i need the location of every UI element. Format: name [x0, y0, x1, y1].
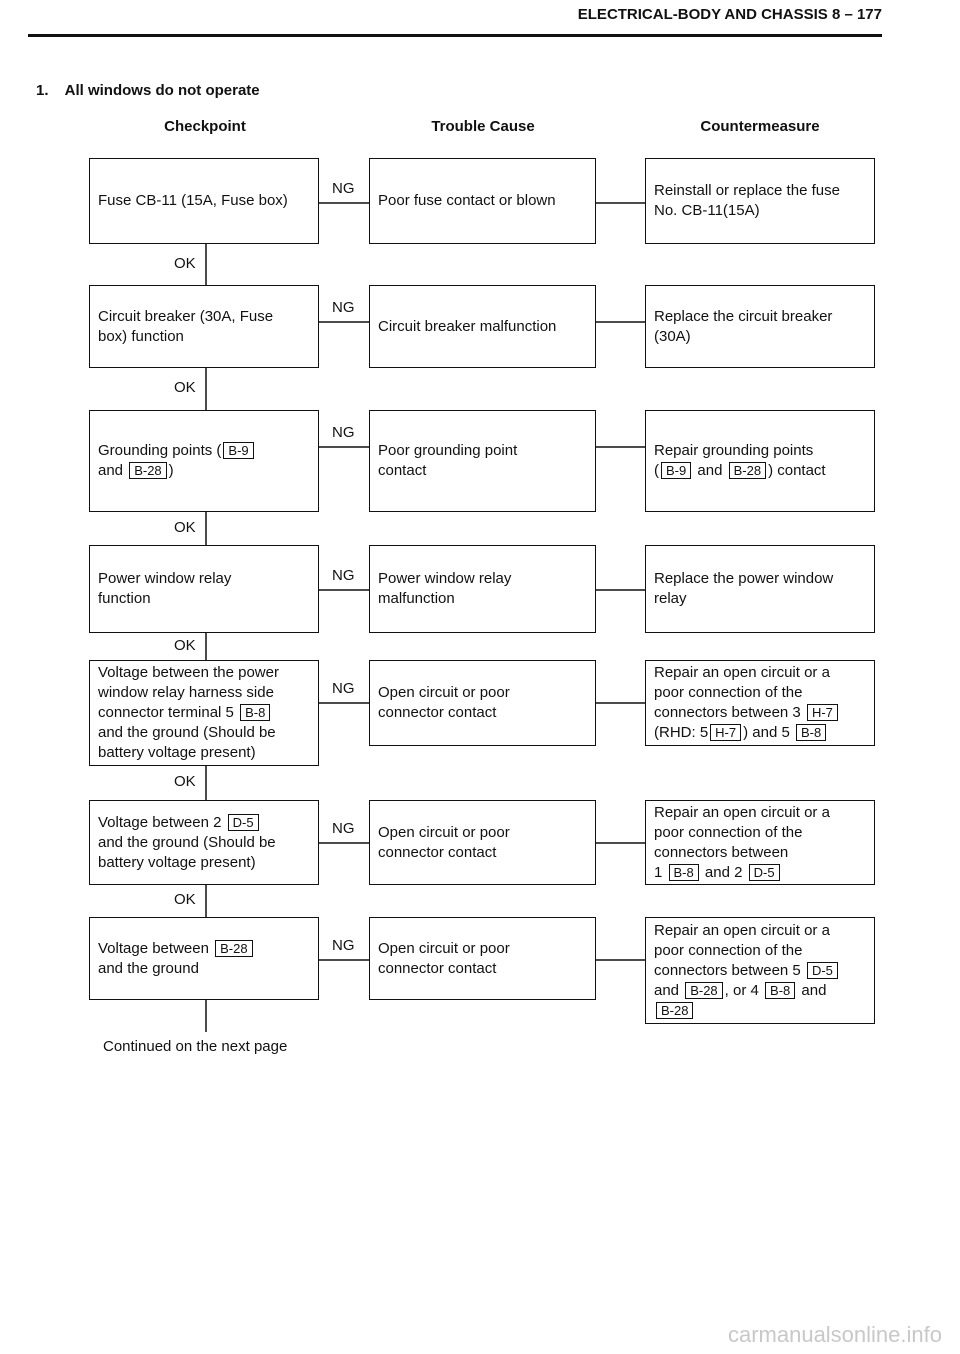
ng-label: NG	[332, 820, 355, 837]
box-text-line	[98, 959, 255, 979]
text-segment: poor connection of the	[654, 941, 803, 959]
ng-label: NG	[332, 680, 355, 697]
text-segment: battery voltage present)	[98, 853, 256, 871]
connector-ref-badge: B-8	[669, 864, 699, 881]
box-text-line	[98, 683, 279, 703]
box-text-line	[98, 723, 279, 743]
connector-ref-badge: H-7	[710, 724, 741, 741]
text-segment: connectors between 3	[654, 704, 805, 721]
box-text-line	[654, 843, 830, 863]
box-text-line	[98, 441, 256, 461]
text-segment: battery voltage present)	[98, 744, 256, 761]
box-text	[378, 569, 511, 609]
box-text-line: Circuit breaker (30A, Fuse	[98, 307, 274, 325]
text-segment: and 2	[700, 863, 747, 881]
text-segment: Voltage between	[98, 939, 214, 957]
box-text-line: (30A)	[654, 327, 691, 345]
box-text	[98, 307, 273, 347]
box-text-line: Power window relay	[378, 570, 512, 587]
box-text-line	[654, 461, 826, 481]
box-text	[654, 663, 840, 743]
box-text-line: function	[98, 590, 151, 607]
box-text	[98, 939, 255, 979]
box-text-line: Open circuit or poor	[378, 823, 510, 841]
checkpoint-box	[89, 410, 319, 512]
connector-ref-badge: B-8	[796, 724, 826, 741]
box-text-line	[98, 853, 276, 873]
text-segment: connectors between 5	[654, 961, 805, 979]
box-text-line	[98, 833, 276, 853]
box-text-line	[98, 743, 279, 763]
text-segment: and	[654, 981, 684, 999]
text-segment: ) and 5	[743, 724, 794, 741]
connector-ref-badge: B-28	[129, 462, 166, 479]
box-text	[378, 317, 556, 337]
ng-label: NG	[332, 937, 355, 954]
text-segment: Voltage between 2	[98, 813, 226, 831]
continued-note: Continued on the next page	[103, 1038, 288, 1055]
text-segment: poor connection of the	[654, 823, 803, 841]
text-segment: (	[654, 462, 659, 479]
box-text-line: No. CB-11(15A)	[654, 202, 760, 219]
box-text	[654, 181, 840, 221]
connector-ref-badge: B-28	[215, 940, 252, 957]
box-text-line	[654, 921, 840, 941]
text-segment: connectors between	[654, 843, 789, 861]
box-text-line	[654, 803, 830, 823]
text-segment: and the ground (Should be	[98, 833, 276, 851]
ok-label: OK	[174, 379, 196, 396]
box-text-line	[654, 663, 840, 683]
ng-label: NG	[332, 424, 355, 441]
box-text	[378, 191, 556, 211]
trouble-cause-box	[369, 410, 596, 512]
connector-ref-badge: B-9	[223, 442, 253, 459]
box-text-line	[654, 941, 840, 961]
connector-ref-badge: B-8	[765, 982, 795, 999]
checkpoint-box	[89, 660, 319, 766]
watermark: carmanualsonline.info	[727, 1322, 942, 1347]
text-segment: )	[168, 462, 174, 479]
connector-ref-badge: B-28	[729, 462, 766, 479]
text-segment: Repair an open circuit or a	[654, 803, 830, 821]
ng-label: NG	[332, 180, 355, 197]
box-text-line: Poor grounding point	[378, 442, 518, 459]
column-header-trouble-cause: Trouble Cause	[431, 118, 535, 135]
box-text	[98, 441, 256, 481]
page-header: ELECTRICAL-BODY AND CHASSIS 8 – 177	[577, 6, 882, 23]
box-text-line	[654, 981, 840, 1001]
ok-label: OK	[174, 255, 196, 272]
text-segment: and the ground	[98, 959, 199, 977]
checkpoint-box	[89, 545, 319, 633]
box-text	[654, 307, 832, 347]
text-segment: poor connection of the	[654, 684, 803, 701]
box-text-line: Fuse CB-11 (15A, Fuse box)	[98, 192, 288, 209]
box-text	[378, 441, 517, 481]
box-text-line	[654, 961, 840, 981]
ok-label: OK	[174, 519, 196, 536]
connector-ref-badge: H-7	[807, 704, 838, 721]
section-title-text: All windows do not operate	[64, 82, 260, 99]
box-text-line	[654, 723, 840, 743]
text-segment: and	[797, 981, 827, 999]
box-text-line: box) function	[98, 327, 184, 345]
box-text-line: Power window relay	[98, 570, 232, 587]
connector-ref-badge: D-5	[749, 864, 780, 881]
box-text-line	[654, 863, 830, 883]
box-text-line: contact	[378, 462, 427, 479]
text-segment: and the ground (Should be	[98, 724, 276, 741]
box-text	[98, 569, 231, 609]
box-text	[654, 441, 826, 481]
trouble-cause-box	[369, 158, 596, 244]
ok-label: OK	[174, 891, 196, 908]
connector-ref-badge: B-8	[240, 704, 270, 721]
ng-label: NG	[332, 567, 355, 584]
text-segment: ) contact	[768, 462, 826, 479]
column-header-countermeasure: Countermeasure	[700, 118, 820, 135]
box-text	[654, 921, 840, 1021]
box-text-line	[98, 813, 276, 833]
box-text-line: Open circuit or poor	[378, 939, 510, 957]
box-text-line	[654, 1001, 840, 1021]
text-segment: Grounding points (	[98, 442, 222, 459]
column-header-checkpoint: Checkpoint	[164, 118, 246, 135]
text-segment: and	[693, 462, 727, 479]
countermeasure-box	[645, 800, 875, 885]
box-text-line	[98, 939, 255, 959]
checkpoint-box	[89, 917, 319, 1000]
countermeasure-box	[645, 660, 875, 746]
box-text-line: Reinstall or replace the fuse	[654, 182, 840, 199]
box-text	[654, 803, 830, 883]
ng-label: NG	[332, 299, 355, 316]
checkpoint-box	[89, 800, 319, 885]
box-text-line: malfunction	[378, 590, 455, 607]
box-text	[378, 939, 510, 979]
trouble-cause-box	[369, 285, 596, 368]
text-segment: (RHD: 5	[654, 724, 709, 741]
box-text-line	[654, 703, 840, 723]
text-segment: and	[98, 462, 128, 479]
text-segment: Repair grounding points	[654, 442, 814, 459]
ok-label: OK	[174, 773, 196, 790]
connector-ref-badge: D-5	[228, 814, 259, 831]
box-text-line	[654, 683, 840, 703]
countermeasure-box	[645, 285, 875, 368]
checkpoint-box	[89, 158, 319, 244]
box-text-line: Replace the circuit breaker	[654, 307, 833, 325]
text-segment: 1	[654, 863, 667, 881]
box-text-line	[98, 461, 256, 481]
box-text-line	[98, 703, 279, 723]
box-text-line	[654, 823, 830, 843]
box-text	[378, 683, 510, 723]
text-segment: connector terminal 5	[98, 704, 239, 721]
box-text	[378, 823, 510, 863]
connector-ref-badge: B-28	[685, 982, 722, 999]
trouble-cause-box	[369, 800, 596, 885]
trouble-cause-box	[369, 660, 596, 746]
ok-label: OK	[174, 637, 196, 654]
text-segment: , or 4	[724, 981, 764, 999]
text-segment: window relay harness side	[98, 684, 274, 701]
countermeasure-box	[645, 410, 875, 512]
countermeasure-box	[645, 158, 875, 244]
box-text-line: connector contact	[378, 704, 497, 721]
text-segment: Repair an open circuit or a	[654, 921, 830, 939]
box-text-line: Poor fuse contact or blown	[378, 192, 556, 209]
box-text	[98, 663, 279, 763]
text-segment: Repair an open circuit or a	[654, 664, 830, 681]
box-text-line	[654, 441, 826, 461]
connector-ref-badge: D-5	[807, 962, 838, 979]
box-text	[98, 813, 276, 873]
box-text-line: Open circuit or poor	[378, 684, 510, 701]
checkpoint-box	[89, 285, 319, 368]
countermeasure-box	[645, 545, 875, 633]
box-text-line: Circuit breaker malfunction	[378, 317, 557, 335]
box-text-line: relay	[654, 590, 687, 607]
section-number: 1.	[36, 82, 49, 99]
box-text-line: connector contact	[378, 959, 497, 977]
connector-ref-badge: B-28	[656, 1002, 693, 1019]
trouble-cause-box	[369, 917, 596, 1000]
connector-ref-badge: B-9	[661, 462, 691, 479]
trouble-cause-box	[369, 545, 596, 633]
box-text-line: Replace the power window	[654, 570, 834, 587]
box-text-line	[98, 663, 279, 683]
box-text-line: connector contact	[378, 843, 497, 861]
countermeasure-box	[645, 917, 875, 1024]
text-segment: Voltage between the power	[98, 664, 279, 681]
box-text	[98, 191, 288, 211]
box-text	[654, 569, 833, 609]
